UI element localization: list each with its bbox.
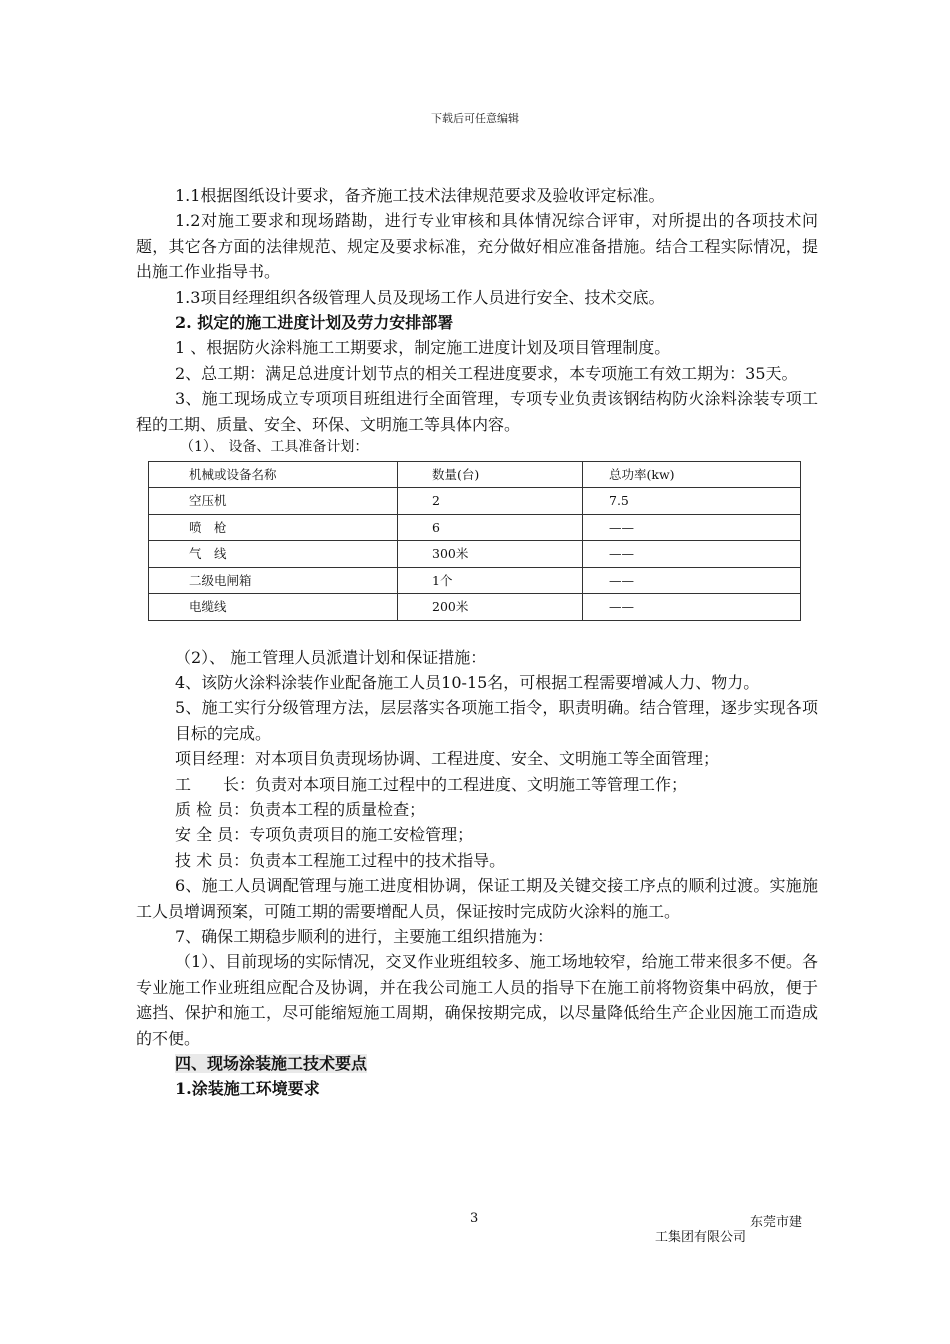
paragraph-item-1: 1 、根据防火涂料施工工期要求，制定施工进度计划及项目管理制度。 [175, 338, 671, 358]
equipment-plan-subheading: （1）、 设备、工具准备计划： [180, 439, 369, 456]
paragraph-1-1: 1.1根据图纸设计要求，备齐施工技术法律规范要求及验收评定标准。 [175, 186, 665, 205]
role-project-manager: 项目经理：对本项目负责现场协调、工程进度、安全、文明施工等全面管理； [175, 749, 720, 769]
table-row [149, 514, 801, 540]
table-cell: —— [583, 567, 801, 593]
paragraph-item-4: 4、该防火涂料涂装作业配备施工人员10-15名，可根据工程需要增减人力、物力。 [175, 672, 760, 692]
section-heading-2: 2. 拟定的施工进度计划及劳力安排部署 [175, 313, 454, 333]
table-cell: —— [583, 594, 801, 620]
table-cell: 1个 [398, 567, 583, 593]
table-cell: 电缆线 [149, 594, 398, 620]
paragraph-1-2: 1.2对施工要求和现场踏勘，进行专业审核和具体情况综合评审，对所提出的各项技术问题，其它各方面的法律规范、规定及要求标准，充分做好相应准备措施。结合工程实际情况，提出施工作业指导书。 [136, 211, 818, 282]
table-header-cell: 数量(台) [398, 462, 583, 488]
equipment-table [148, 461, 801, 620]
table-cell: —— [583, 541, 801, 567]
table-header-cell: 总功率(kw) [583, 462, 801, 488]
paragraph-item-2: 2、总工期：满足总进度计划节点的相关工程进度要求，本专项施工有效工期为：35天。 [175, 363, 798, 383]
table-cell: 喷 枪 [149, 514, 398, 540]
personnel-plan-subheading: （2）、 施工管理人员派遣计划和保证措施： [175, 647, 487, 667]
table-row [149, 567, 801, 593]
section-heading-4 [136, 1051, 818, 1076]
table-cell: —— [583, 514, 801, 540]
paragraph-item-7: 7、确保工期稳步顺利的进行，主要施工组织措施为： [175, 926, 554, 946]
spacer [136, 621, 818, 645]
paragraph-measure-1: （1）、目前现场的实际情况，交叉作业班组较多、施工场地较窄，给施工带来很多不便。各专业施工作业班组应配合及协调，并在我公司施工人员的指导下在施工前将物资集中码放，便于遮挡、保护和施工，尽可能缩短施工周期，确保按期完成，以尽量降低给生产企业因施工而造成的不便。 [136, 952, 818, 1048]
section-heading-4-text: 四、现场涂装施工技术要点 [175, 1054, 368, 1073]
role-technician: 技 术 员：负责本工程施工过程中的技术指导。 [175, 850, 506, 870]
table-row [149, 488, 801, 514]
paragraph-1-3: 1.3项目经理组织各级管理人员及现场工作人员进行安全、技术交底。 [175, 287, 665, 307]
table-header-row [149, 462, 801, 488]
table-cell: 气 线 [149, 541, 398, 567]
paragraph-item-3: 3、施工现场成立专项项目班组进行全面管理，专项专业负责该钢结构防火涂料涂装专项工程的工期、质量、安全、环保、文明施工等具体内容。 [136, 389, 818, 434]
company-name-line2: 工集团有限公司 [655, 1230, 747, 1245]
table-row [149, 541, 801, 567]
document-body [136, 183, 818, 1102]
table-cell: 2 [398, 488, 583, 514]
table-cell: 二级电闸箱 [149, 567, 398, 593]
table-cell: 7.5 [583, 488, 801, 514]
table-row [149, 594, 801, 620]
table-cell: 300米 [398, 541, 583, 567]
table-cell: 6 [398, 514, 583, 540]
section-heading-4-1: 1.涂装施工环境要求 [175, 1079, 320, 1099]
role-safety-officer: 安 全 员：专项负责项目的施工安检管理； [175, 825, 474, 845]
paragraph-item-6: 6、施工人员调配管理与施工进度相协调，保证工期及关键交接工序点的顺利过渡。实施施工人员增调预案，可随工期的需要增配人员，保证按时完成防火涂料的施工。 [136, 876, 818, 921]
role-foreman: 工 长：负责对本项目施工过程中的工程进度、文明施工等管理工作； [175, 774, 688, 794]
table-cell: 200米 [398, 594, 583, 620]
table-cell: 空压机 [149, 488, 398, 514]
table-header-cell: 机械或设备名称 [149, 462, 398, 488]
page-number: 3 [470, 1211, 479, 1226]
role-quality-inspector: 质 检 员：负责本工程的质量检查； [175, 799, 426, 819]
paragraph-item-5: 5、施工实行分级管理方法，层层落实各项施工指令，职责明确。结合管理，逐步实现各项目标的完成。 [175, 698, 818, 743]
company-name-line1: 东莞市建 [750, 1215, 803, 1230]
page-header: 下载后可任意编辑 [431, 112, 519, 125]
